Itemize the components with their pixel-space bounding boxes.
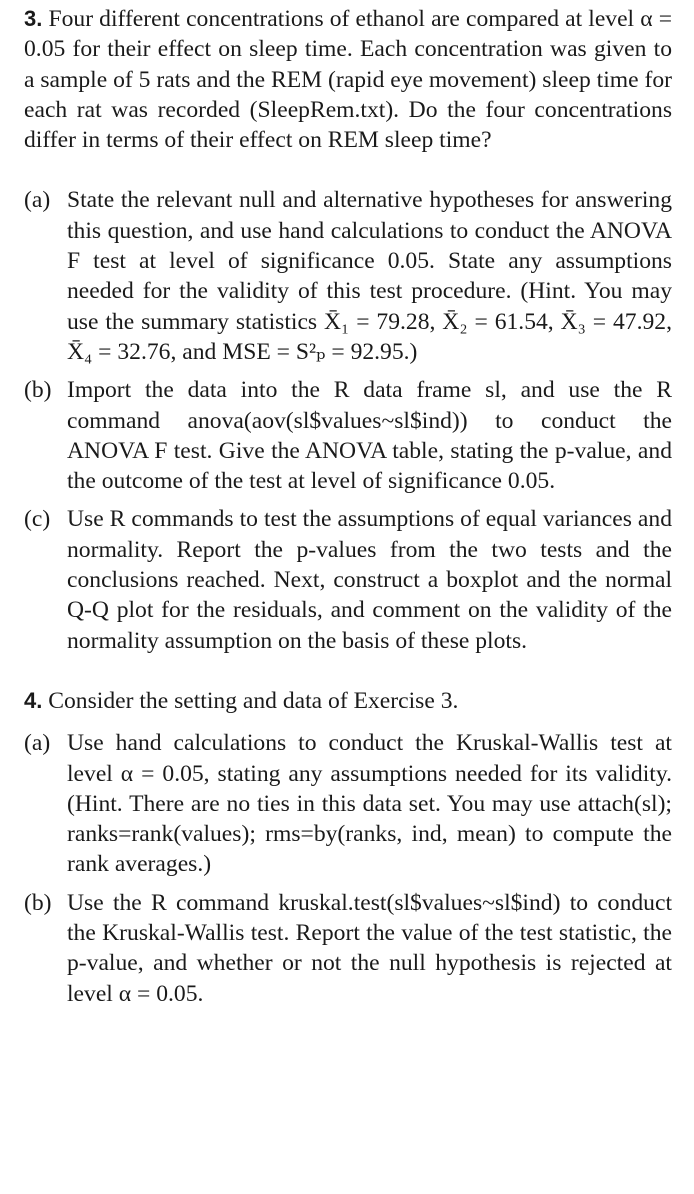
part-text: Use hand calculations to conduct the Kruskal-Wallis test at level α = 0.05, stating any assumptions needed for its validity. (Hint. There are no ties in this data set. You may use attach(sl); ranks=rank(values); rms=by(ranks, ind, mean) to compute the rank averages.): [67, 730, 672, 878]
part-text: Import the data into the R data frame sl, and use the R command anova(aov(sl$values~sl$ind)) to conduct the ANOVA F test. Give the ANOVA table, stating the p-value, and the outcome of the test at level of significance 0.05.: [67, 377, 672, 495]
exercise-3-part-b: [24, 375, 672, 496]
exercise-4-intro: [24, 686, 672, 716]
exercise-3: [24, 4, 672, 656]
part-label: (b): [24, 889, 52, 916]
part-text: Use R commands to test the assumptions of equal variances and normality. Report the p-values from the two tests and the conclusions reached. Next, construct a boxplot and the normal Q-Q plot for the residuals, and comment on the validity of the normality assumption on the basis of these plots.: [67, 506, 672, 654]
part-label: (c): [24, 506, 51, 533]
part-label: (a): [24, 730, 51, 757]
exercise-3-intro: [24, 4, 672, 155]
exercise-3-part-c: [24, 504, 672, 655]
exercise-3-part-a: [24, 185, 672, 367]
textbook-page: [24, 4, 672, 1009]
part-label: (b): [24, 377, 52, 404]
exercise-4-intro-text: Consider the setting and data of Exercise 3.: [48, 687, 459, 714]
part-text: State the relevant null and alternative hypotheses for answering this question, and use hand calculations to conduct the ANOVA F test at level of significance 0.05. State any assumptions needed for the validity of this test procedure. (Hint. You may use the summary statistics X̄₁ = 79.28, X̄₂ = 61.54, X̄₃ = 47.92, X̄₄ = 32.76, and MSE = S²ₚ = 92.95.): [67, 187, 672, 365]
exercise-3-intro-text: Four different concentrations of ethanol are compared at level α = 0.05 for their effect on sleep time. Each concentration was given to a sample of 5 rats and the REM (rapid eye movement) sleep time for each rat was recorded (SleepRem.txt). Do the four concentrations differ in terms of their effect on REM sleep time?: [24, 6, 673, 154]
exercise-3-number: 3.: [24, 6, 43, 31]
exercise-4-number: 4.: [24, 687, 43, 713]
exercise-4-part-a: [24, 728, 672, 879]
exercise-4: [24, 686, 672, 1009]
part-text: Use the R command kruskal.test(sl$values~sl$ind) to conduct the Kruskal-Wallis test. Report the value of the test statistic, the p-value, and whether or not the null hypothesis is rejected at level α = 0.05.: [67, 889, 672, 1007]
part-label: (a): [24, 187, 51, 214]
exercise-4-part-b: [24, 888, 672, 1009]
